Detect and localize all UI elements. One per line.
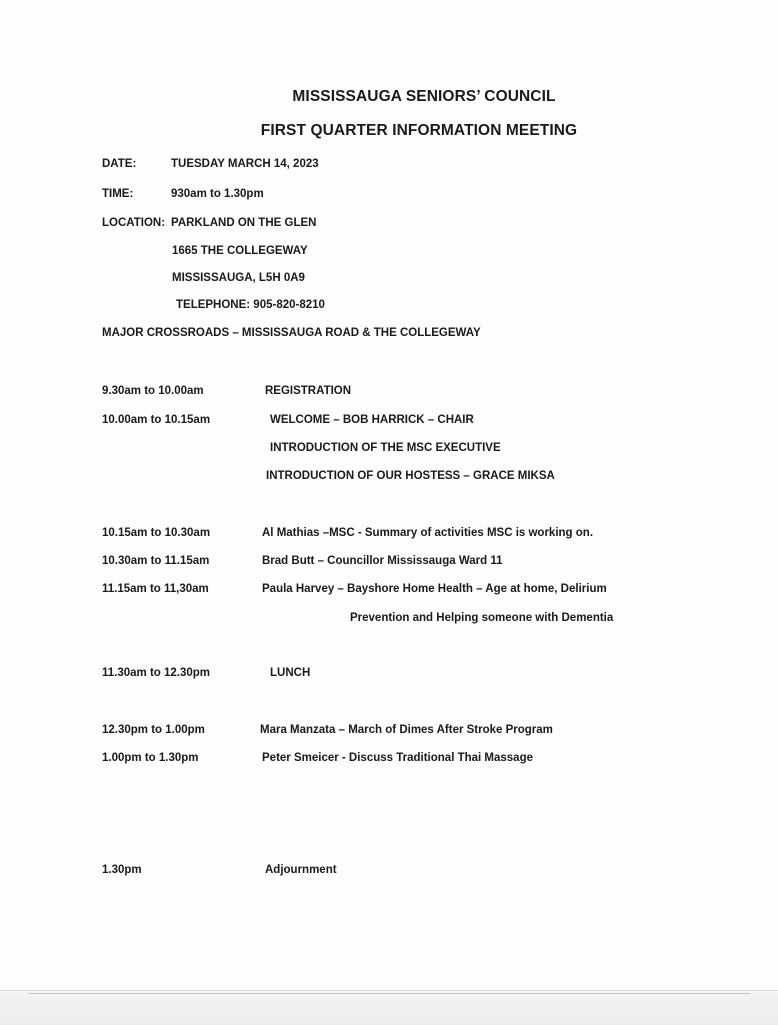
scan-line bbox=[28, 993, 750, 994]
schedule-time-1: 9.30am to 10.00am bbox=[102, 385, 204, 397]
schedule-item-9: LUNCH bbox=[270, 667, 311, 679]
scan-bottom-edge bbox=[0, 990, 778, 1025]
document-title: MISSISSAUGA SENIORS’ COUNCIL bbox=[292, 88, 556, 105]
schedule-item-4: INTRODUCTION OF OUR HOSTESS – GRACE MIKSA bbox=[266, 470, 555, 482]
time-value: 930am to 1.30pm bbox=[171, 188, 264, 200]
location-line-1: PARKLAND ON THE GLEN bbox=[171, 217, 317, 229]
location-line-3: MISSISSAUGA, L5H 0A9 bbox=[172, 272, 305, 284]
schedule-item-1: REGISTRATION bbox=[265, 385, 352, 397]
schedule-time-2: 10.00am to 10.15am bbox=[102, 414, 211, 426]
schedule-time-9: 11.30am to 12.30pm bbox=[102, 667, 211, 679]
schedule-time-7: 11.15am to 11,30am bbox=[102, 583, 209, 595]
schedule-item-3: INTRODUCTION OF THE MSC EXECUTIVE bbox=[270, 442, 501, 454]
date-label: DATE: bbox=[102, 158, 137, 170]
time-label: TIME: bbox=[102, 188, 134, 200]
schedule-item-11: Peter Smeicer - Discuss Traditional Thai Massage bbox=[262, 752, 533, 764]
location-line-2: 1665 THE COLLEGEWAY bbox=[172, 245, 308, 257]
major-crossroads: MAJOR CROSSROADS – MISSISSAUGA ROAD & THE COLLEGEWAY bbox=[102, 327, 481, 339]
date-value: TUESDAY MARCH 14, 2023 bbox=[171, 158, 319, 170]
schedule-item-2: WELCOME – BOB HARRICK – CHAIR bbox=[270, 414, 474, 426]
schedule-time-10: 12.30pm to 1.00pm bbox=[102, 724, 205, 736]
schedule-item-6: Brad Butt – Councillor Mississauga Ward 11 bbox=[262, 555, 503, 567]
schedule-time-11: 1.00pm to 1.30pm bbox=[102, 752, 199, 764]
location-telephone: TELEPHONE: 905-820-8210 bbox=[176, 299, 325, 311]
schedule-time-5: 10.15am to 10.30am bbox=[102, 527, 211, 539]
schedule-item-10: Mara Manzata – March of Dimes After Stroke Program bbox=[260, 724, 553, 736]
schedule-item-8: Prevention and Helping someone with Dementia bbox=[350, 612, 614, 624]
schedule-item-7: Paula Harvey – Bayshore Home Health – Age at home, Delirium bbox=[262, 583, 607, 595]
document-subtitle: FIRST QUARTER INFORMATION MEETING bbox=[260, 122, 578, 139]
schedule-time-6: 10.30am to 11.15am bbox=[102, 555, 210, 567]
location-label: LOCATION: bbox=[102, 217, 166, 229]
schedule-item-12: Adjournment bbox=[265, 864, 337, 876]
schedule-time-12: 1.30pm bbox=[102, 864, 142, 876]
schedule-item-5: Al Mathias –MSC - Summary of activities MSC is working on. bbox=[262, 527, 594, 539]
